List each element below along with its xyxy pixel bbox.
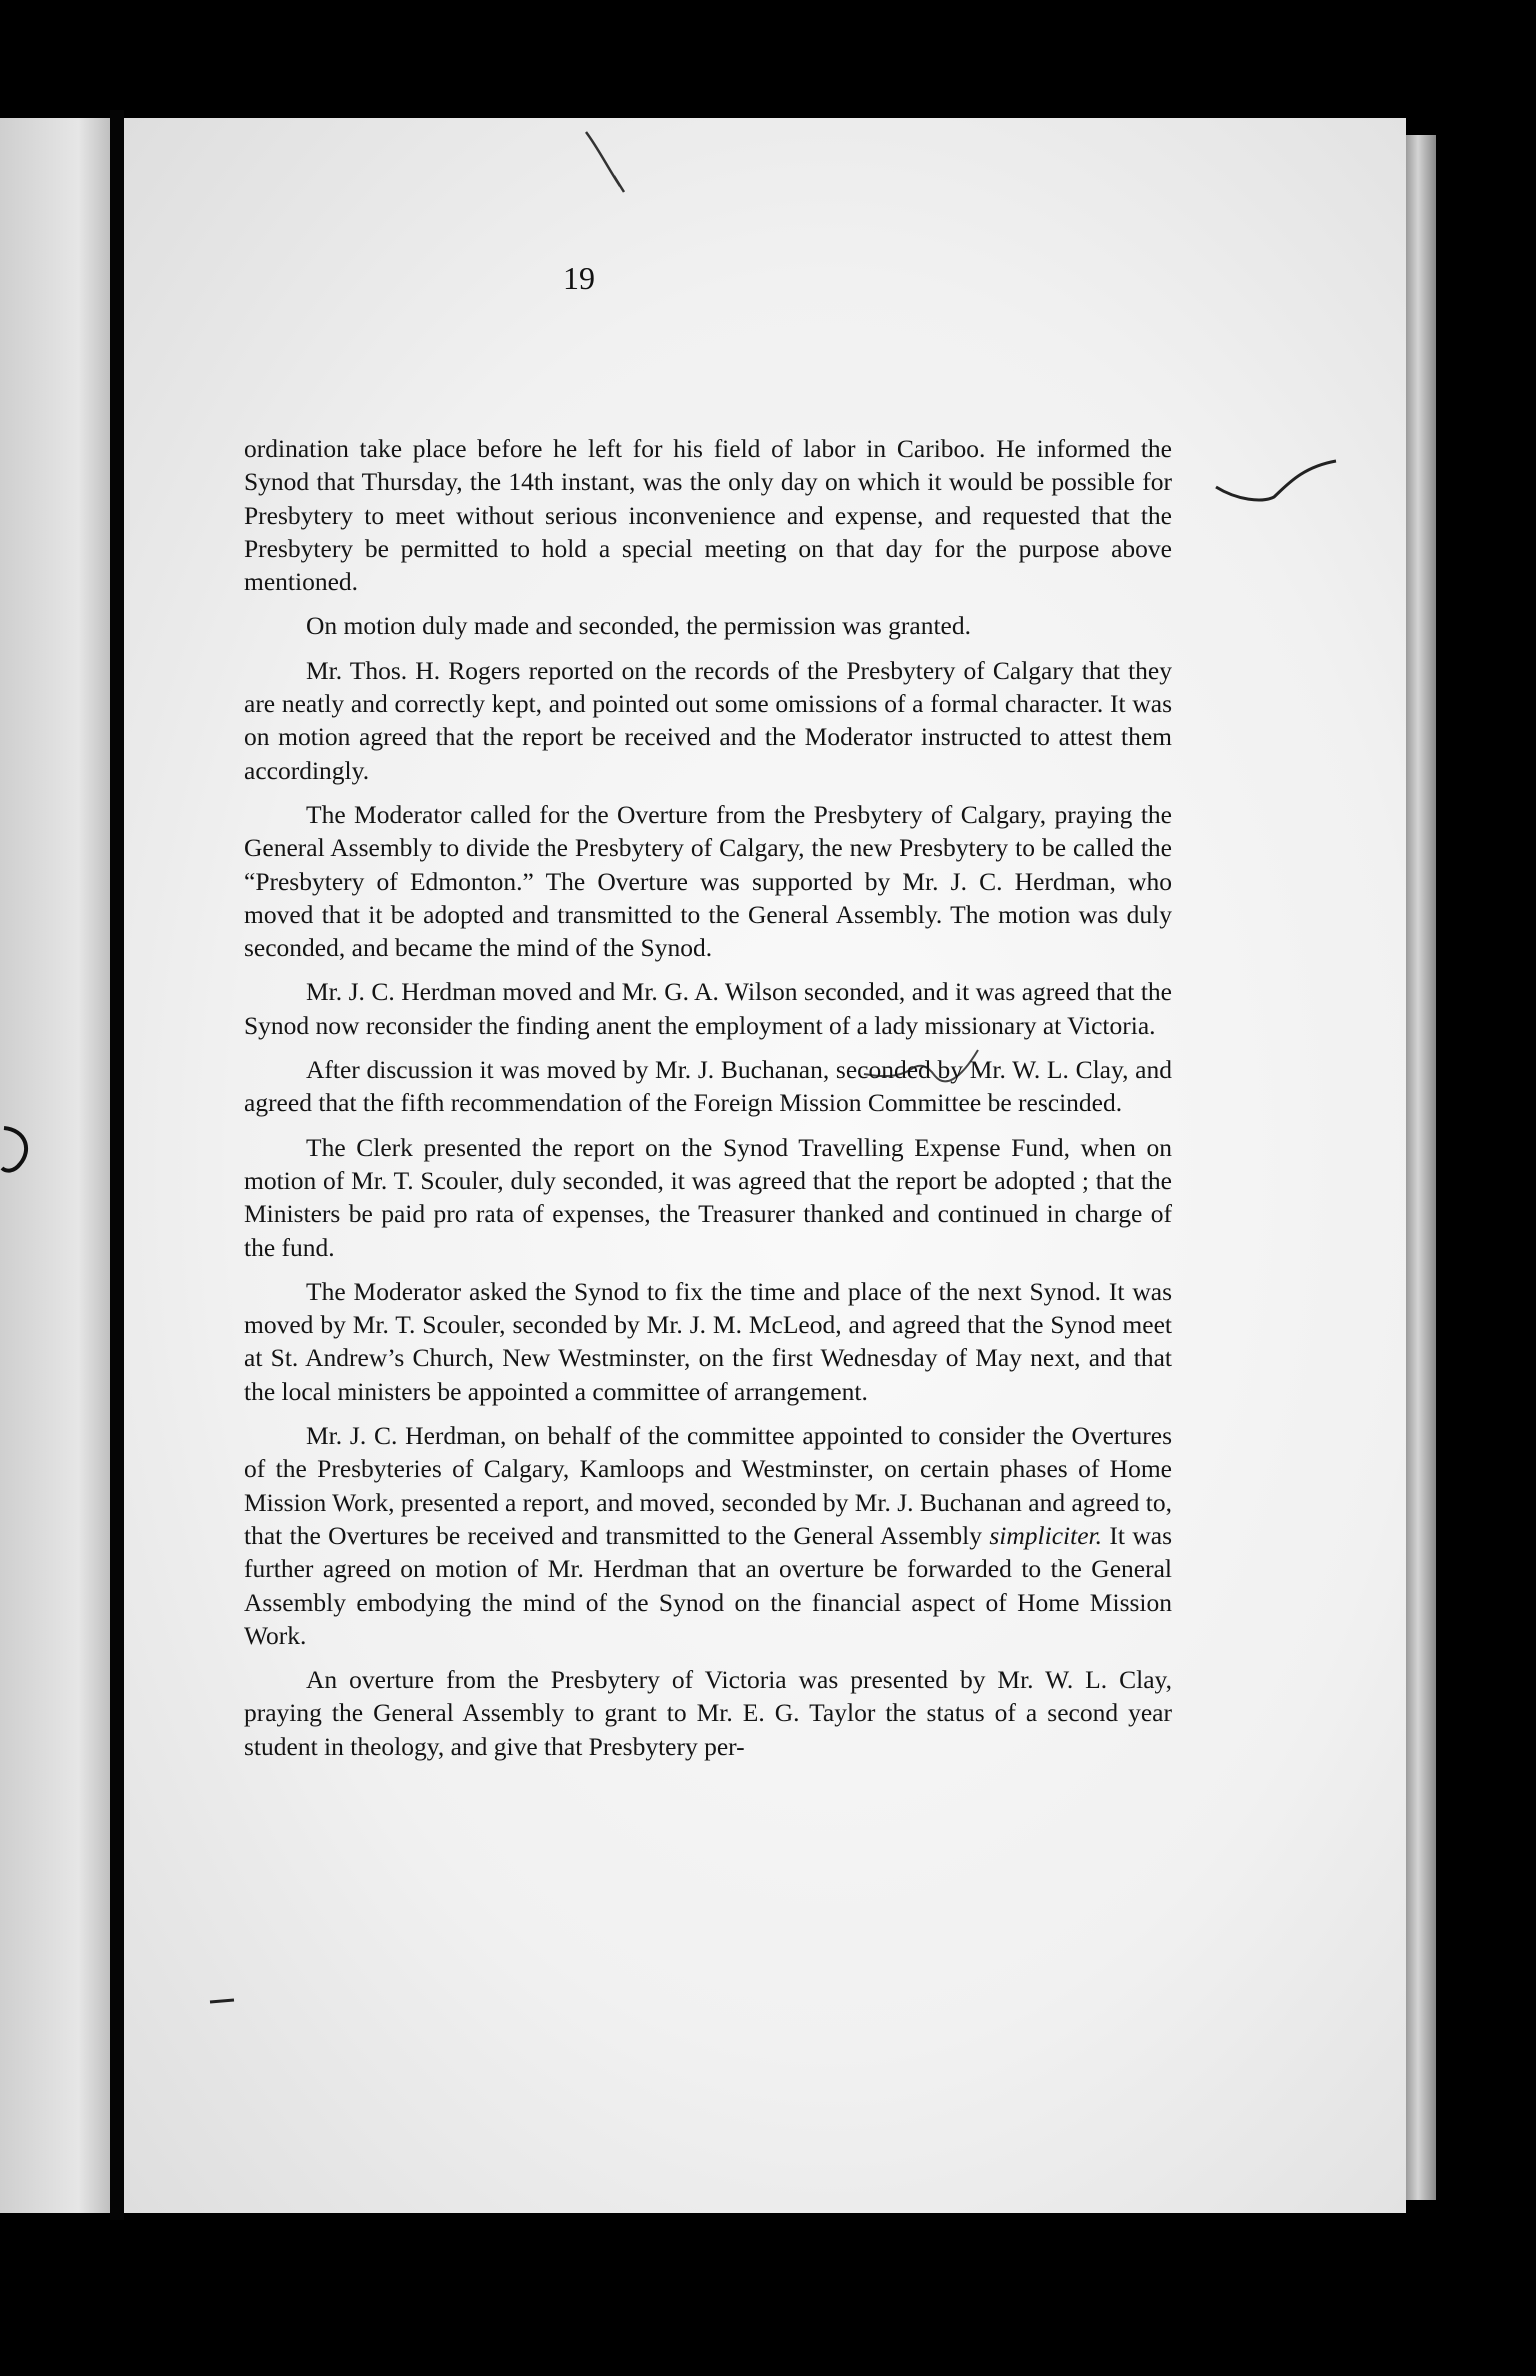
pencil-checkmark-margin: [1212, 455, 1342, 515]
paragraph-text-part: Mr. J. C. Herdman, on behalf of the committee appointed to consider the Overtures of the Presbyteries of Calgary, Kamloops and Westminster, on certain phases of Home Mission Work, presented a report, and moved, seconded by Mr. J. Buchanan and agreed to, that the Overtures be received and transmitted to the General Assembly: [244, 1421, 1172, 1550]
paragraph: Mr. J. C. Herdman moved and Mr. G. A. Wilson seconded, and it was agreed that the Synod now reconsider the finding anent the employment of a lady missionary at Victoria.: [244, 977, 1172, 1040]
paragraph: On motion duly made and seconded, the permission was granted.: [306, 611, 971, 641]
paragraph: The Moderator called for the Overture from the Presbytery of Calgary, praying the General Assembly to divide the Presbytery of Calgary, the new Presbytery to be called the “Presbytery of Edmonton.” The Overture was supported by Mr. J. C. Herdman, who moved that it be adopted and transmitted to the General Assembly. The motion was duly seconded, and became the mind of the Synod.: [244, 799, 1172, 963]
margin-dash: [208, 1996, 238, 2008]
paragraph: The Moderator asked the Synod to fix the time and place of the next Synod. It was moved by Mr. T. Scouler, seconded by Mr. J. M. McLeod, and agreed that the Synod meet at St. Andrew’s Church, New Westminster, on the first Wednesday of May next, and that the local ministers be appointed a committee of arrangement.: [244, 1276, 1172, 1406]
paragraph-text-part: It was further agreed on motion of Mr. Herdman that an overture be forwarded to the General Assembly embodying the mind of the Synod on the financial aspect of Home Mission Work.: [244, 1520, 1172, 1650]
book-gutter: [110, 110, 124, 2220]
paragraph: Mr. Thos. H. Rogers reported on the records of the Presbytery of Calgary that they are neatly and correctly kept, and pointed out some omissions of a formal character. It was on motion agreed that the report be received and the Moderator instructed to attest them accordingly.: [244, 655, 1172, 785]
pencil-stroke-top: [580, 128, 640, 198]
italic-term: simpliciter.: [989, 1520, 1102, 1550]
page-stack-edge: [1406, 135, 1436, 2200]
paragraph: After discussion it was moved by Mr. J. Buchanan, seconded by Mr. W. L. Clay, and agreed that the fifth recommendation of the Foreign Mission Committee be rescinded.: [244, 1055, 1172, 1118]
paragraph: ordination take place before he left for his field of labor in Cariboo. He informed the Synod that Thursday, the 14th instant, was the only day on which it would be possible for Presbytery to meet without serious inconvenience and expense, and requested that the Presbytery be permitted to hold a special meeting on that day for the purpose above mentioned.: [244, 434, 1172, 597]
paragraph: The Clerk presented the report on the Synod Travelling Expense Fund, when on motion of Mr. T. Scouler, duly seconded, it was agreed that the report be adopted ; that the Ministers be paid pro rata of expenses, the Treasurer thanked and continued in charge of the fund.: [244, 1132, 1172, 1262]
paragraph-with-italic: [244, 1419, 1172, 1652]
left-margin-curl: [0, 1120, 40, 1180]
page-number: 19: [563, 260, 595, 296]
page-body: [244, 432, 1172, 1774]
paragraph: An overture from the Presbytery of Victoria was presented by Mr. W. L. Clay, praying the General Assembly to grant to Mr. E. G. Taylor the status of a second year student in theology, and give that Presbytery per-: [244, 1665, 1172, 1761]
